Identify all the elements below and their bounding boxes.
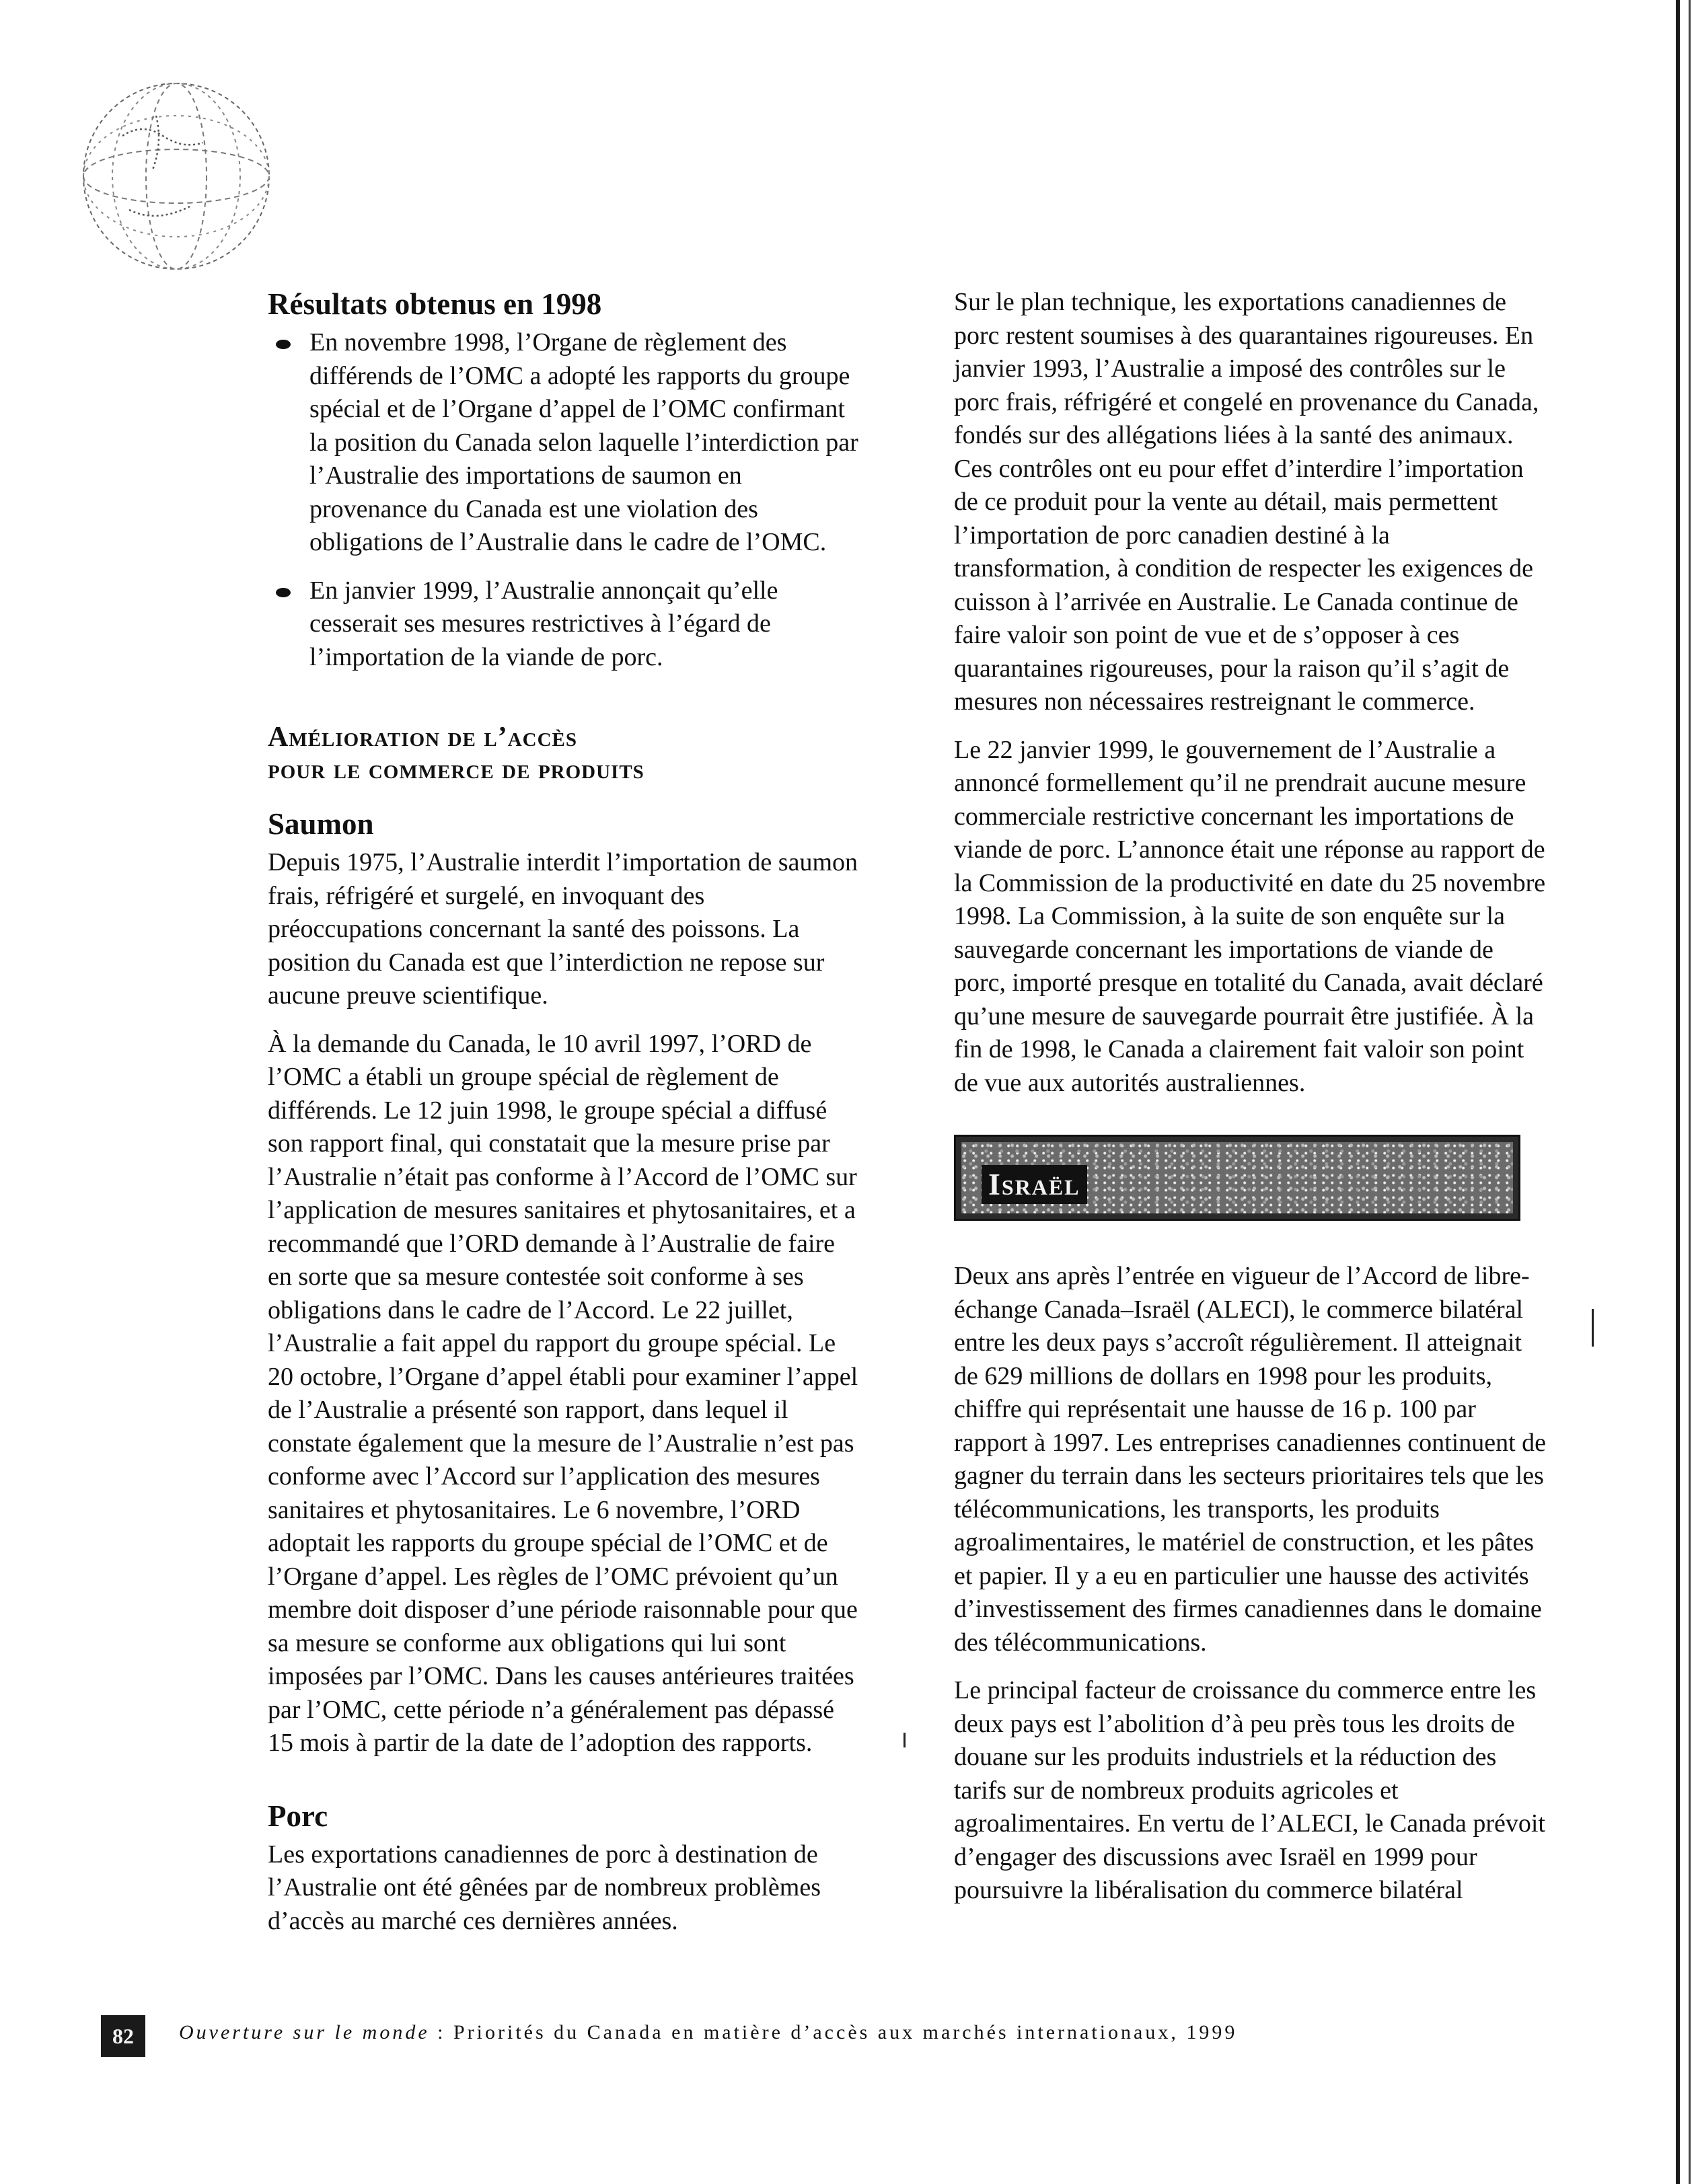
page-footer: [101, 2015, 1608, 2057]
bullet-text: En novembre 1998, l’Organe de règlement des différends de l’OMC a adopté les rapports du groupe spécial et de l’Organe d’appel de l’OMC confirmant la position du Canada selon laquelle l’interdiction par l’Australie des importations de saumon en provenance du Canada est une violation des obligations de l’Australie dans le cadre de l’OMC.: [309, 328, 858, 556]
porc-paragraph-1: Les exportations canadiennes de porc à destination de l’Australie ont été gênées par de nombreux problèmes d’accès au marché ces dernières années.: [268, 1840, 821, 1935]
section-title-line1: Amélioration de l’accès: [268, 722, 578, 753]
right-column: [954, 286, 1546, 1922]
saumon-heading: Saumon: [268, 807, 374, 841]
section-title-line2: pour le commerce de produits: [268, 754, 644, 785]
porc-paragraph-3: Le 22 janvier 1999, le gouvernement de l’Australie a annoncé formellement qu’il ne prendrait aucune mesure commerciale restrictive concernant les importations de viande de porc. L’annonce était une réponse au rapport de la Commission de la productivité en date du 25 novembre 1998. La Commission, à la suite de son enquête sur la sauvegarde concernant les importations de viande de porc, importé presque en totalité du Canada, avait déclaré qu’une mesure de sauvegarde pourrait être justifiée. À la fin de 1998, le Canada a clairement fait valoir son point de vue aux autorités australiennes.: [954, 735, 1546, 1097]
left-column: [268, 286, 860, 1953]
bullet-icon: [276, 340, 291, 349]
list-item: [268, 574, 860, 675]
results-list: [268, 326, 860, 674]
scan-edge-outer: [1689, 0, 1691, 2184]
israel-banner: [954, 1135, 1520, 1221]
margin-mark: [1592, 1309, 1594, 1347]
saumon-paragraph-2: À la demande du Canada, le 10 avril 1997, l’ORD de l’OMC a établi un groupe spécial de règlement de différends. Le 12 juin 1998, le groupe spécial a diffusé son rapport final, qui constatait que la mesure prise par l’Australie n’était pas conforme à l’Accord de l’OMC sur l’application de mesures sanitaires et phytosanitaires, et a recommandé que l’ORD demande à l’Australie de faire en sorte que sa mesure contestée soit conforme à ses obligations dans le cadre de l’Accord. Le 22 juillet, l’Australie a fait appel du rapport du groupe spécial. Le 20 octobre, l’Organe d’appel établi pour examiner l’appel de l’Australie a présenté son rapport, dans lequel il constate également que la mesure de l’Australie n’est pas conforme avec l’Accord sur l’application des mesures sanitaires et phytosanitaires. Le 6 novembre, l’ORD adoptait les rapports du groupe spécial de l’OMC et de l’Organe d’appel. Les règles de l’OMC prévoient qu’un membre doit disposer d’une période raisonnable pour que sa mesure se conforme aux obligations qui lui sont imposées par l’OMC. Dans les causes antérieures traitées par l’OMC, cette période n’a généralement pas dépassé 15 mois à partir de la date de l’adoption des rapports.: [268, 1029, 858, 1757]
israel-paragraph-2: Le principal facteur de croissance du commerce entre les deux pays est l’abolition d’à peu près tous les droits de douane sur les produits industriels et la réduction des tarifs sur de nombreux produits agricoles et agroalimentaires. En vertu de l’ALECI, le Canada prévoit d’engager des discussions avec Israël en 1999 pour poursuivre la libéralisation du commerce bilatéral: [954, 1676, 1545, 1904]
bullet-text: En janvier 1999, l’Australie annonçait qu’elle cesserait ses mesures restrictives à l’égard de l’importation de la viande de porc.: [309, 576, 778, 671]
bullet-icon: [276, 588, 291, 597]
margin-mark: [904, 1733, 906, 1747]
israel-paragraph-1: Deux ans après l’entrée en vigueur de l’Accord de libre-échange Canada–Israël (ALECI), le commerce bilatéral entre les deux pays s’accroît régulièrement. Il atteignait de 629 millions de dollars en 1998 pour les produits, chiffre qui représentait une hausse de 16 p. 100 par rapport à 1997. Les entreprises canadiennes continuent de gagner du terrain dans les secteurs prioritaires tels que les télécommunications, les transports, les produits agroalimentaires, le matériel de construction, et les pâtes et papier. Il y a eu en particulier une hausse des activités d’investissement des firmes canadiennes dans le domaine des télécommunications.: [954, 1262, 1547, 1657]
page-number: 82: [101, 2015, 145, 2057]
section-title: [268, 721, 860, 786]
globe-icon: [75, 75, 277, 277]
scan-edge: [1676, 0, 1680, 2184]
results-heading: Résultats obtenus en 1998: [268, 287, 602, 321]
israel-banner-label: Israël: [982, 1165, 1087, 1204]
footer-title-italic: Ouverture sur le monde: [179, 2021, 430, 2043]
saumon-paragraph-1: Depuis 1975, l’Australie interdit l’importation de saumon frais, réfrigéré et surgelé, en invoquant des préoccupations concernant la santé des poissons. La position du Canada est que l’interdiction ne repose sur aucune preuve scientifique.: [268, 848, 858, 1010]
footer-title-rest: : Priorités du Canada en matière d’accès aux marchés internationaux, 1999: [429, 2021, 1238, 2043]
footer-title: [179, 2019, 1237, 2046]
porc-heading: Porc: [268, 1799, 328, 1833]
porc-paragraph-2: Sur le plan technique, les exportations canadiennes de porc restent soumises à des quarantaines rigoureuses. En janvier 1993, l’Australie a imposé des contrôles sur le porc frais, réfrigéré et congelé en provenance du Canada, fondés sur des allégations liées à la santé des animaux. Ces contrôles ont eu pour effet d’interdire l’importation de ce produit pour la vente au détail, mais permettent l’importation de porc canadien destiné à la transformation, à condition de respecter les exigences de cuisson à l’arrivée en Australie. Le Canada continue de faire valoir son point de vue et de s’opposer à ces quarantaines rigoureuses, pour la raison qu’il s’agit de mesures non nécessaires restreignant le commerce.: [954, 288, 1539, 716]
list-item: [268, 326, 860, 560]
